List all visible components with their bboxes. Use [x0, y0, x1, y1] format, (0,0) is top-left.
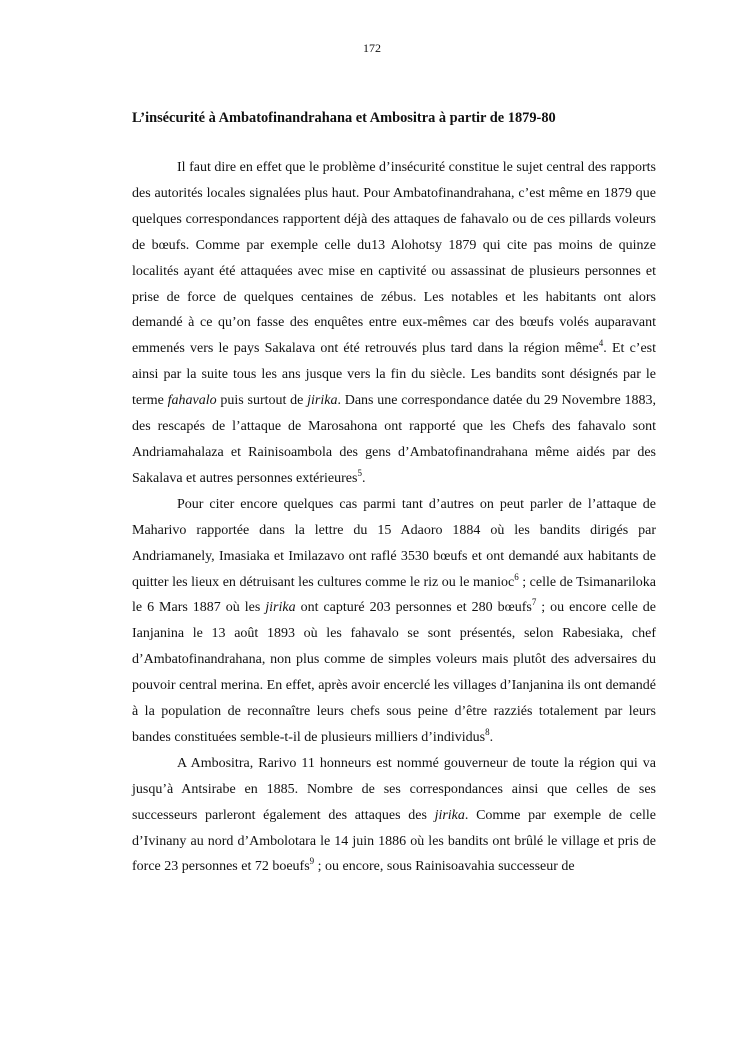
text-run: Pour citer encore quelques cas parmi tant d’autres on peut parler de l’attaque de Maharivo rapportée dans la lettre du 15 Adaoro 1884 où les bandits dirigés par Andriamanely, Imasiaka et Imilazavo ont raflé 3530 bœufs et ont demandé aux habitants de quitter les lieux en détruisant les cultures comme le riz ou le manioc: [132, 496, 656, 590]
text-run: ; ou encore celle de Ianjanina le 13 août 1893 où les fahavalo se sont présentés, selon Rabesiaka, chef d’Ambatofinandrahana, non plus comme de simples voleurs mais plutôt des adversaires du pouvoir central merina. En effet, après avoir encerclé les villages d’Ianjanina ils ont demandé à la population de reconnaître leurs chefs sous peine d’être razziés totalement par leurs bandes constituées semble-t-il de plusieurs milliers d’individus: [132, 600, 656, 745]
text-run: . Dans une correspondance datée du 29 Novembre 1883, des rescapés de l’attaque de Marosahona ont rapporté que les Chefs des fahavalo sont Andriamahalaza et Rainisoambola des gens d’Ambatofinandrahana même aidés par des Sakalava et autres personnes extérieures: [132, 393, 656, 486]
text-run: A Ambositra, Rarivo 11 honneurs est nommé gouverneur de toute la région qui va jusqu’à Antsirabe en 1885. Nombre de ses correspondances ainsi que celles de ses successeurs parleront également des attaques des: [132, 755, 656, 823]
italic-term: jirika: [307, 393, 338, 409]
italic-term: jirika: [434, 807, 465, 823]
paragraph: [132, 751, 656, 881]
italic-term: fahavalo: [167, 393, 217, 409]
italic-term: jirika: [265, 600, 296, 616]
section-heading: L’insécurité à Ambatofinandrahana et Ambositra à partir de 1879-80: [132, 110, 556, 126]
text-run: Il faut dire en effet que le problème d’insécurité constitue le sujet central des rapports des autorités locales signalées plus haut. Pour Ambatofinandrahana, c’est même en 1879 que quelques correspondances rapportent déjà des attaques de fahavalo ou de ces pillards voleurs de bœufs. Comme par exemple celle du13 Alohotsy 1879 qui cite pas moins de quinze localités ayant été attaquées avec mise en captivité ou assassinat de plusieurs personnes et prise de force de quelques centaines de zébus. Les notables et les habitants ont alors demandé à ce qu’on fasse des enquêtes entre eux-mêmes car des bœufs volés auparavant emmenés vers le pays Sakalava ont été retrouvés plus tard dans la région même: [132, 160, 656, 357]
footnote-ref: 7: [531, 597, 537, 608]
text-run: puis surtout de: [216, 393, 308, 409]
text-run: .: [489, 729, 494, 745]
text-run: ; ou encore, sous Rainisoavahia successeur de: [314, 859, 575, 875]
footnote-ref: 5: [357, 467, 362, 478]
paragraph: [132, 155, 656, 492]
body-text: [132, 155, 656, 880]
footnote-ref: 8: [485, 726, 490, 737]
footnote-ref: 4: [598, 338, 604, 349]
text-run: ; celle de Tsimanariloka le 6 Mars 1887 où les: [132, 574, 656, 616]
page-number: 172: [363, 41, 381, 55]
text-run: . Et c’est ainsi par la suite tous les ans jusque vers la fin du siècle. Les bandits sont désignés par le terme: [132, 341, 656, 409]
text-run: .: [361, 470, 366, 486]
footnote-ref: 6: [514, 571, 519, 582]
text-run: . Comme par exemple de celle d’Ivinany au nord d’Ambolotara le 14 juin 1886 où les bandits ont brûlé le village et pris de force 23 personnes et 72 boeufs: [132, 807, 656, 875]
paragraph: [132, 492, 656, 751]
footnote-ref: 9: [309, 856, 315, 867]
text-run: ont capturé 203 personnes et 280 bœufs: [295, 600, 532, 616]
